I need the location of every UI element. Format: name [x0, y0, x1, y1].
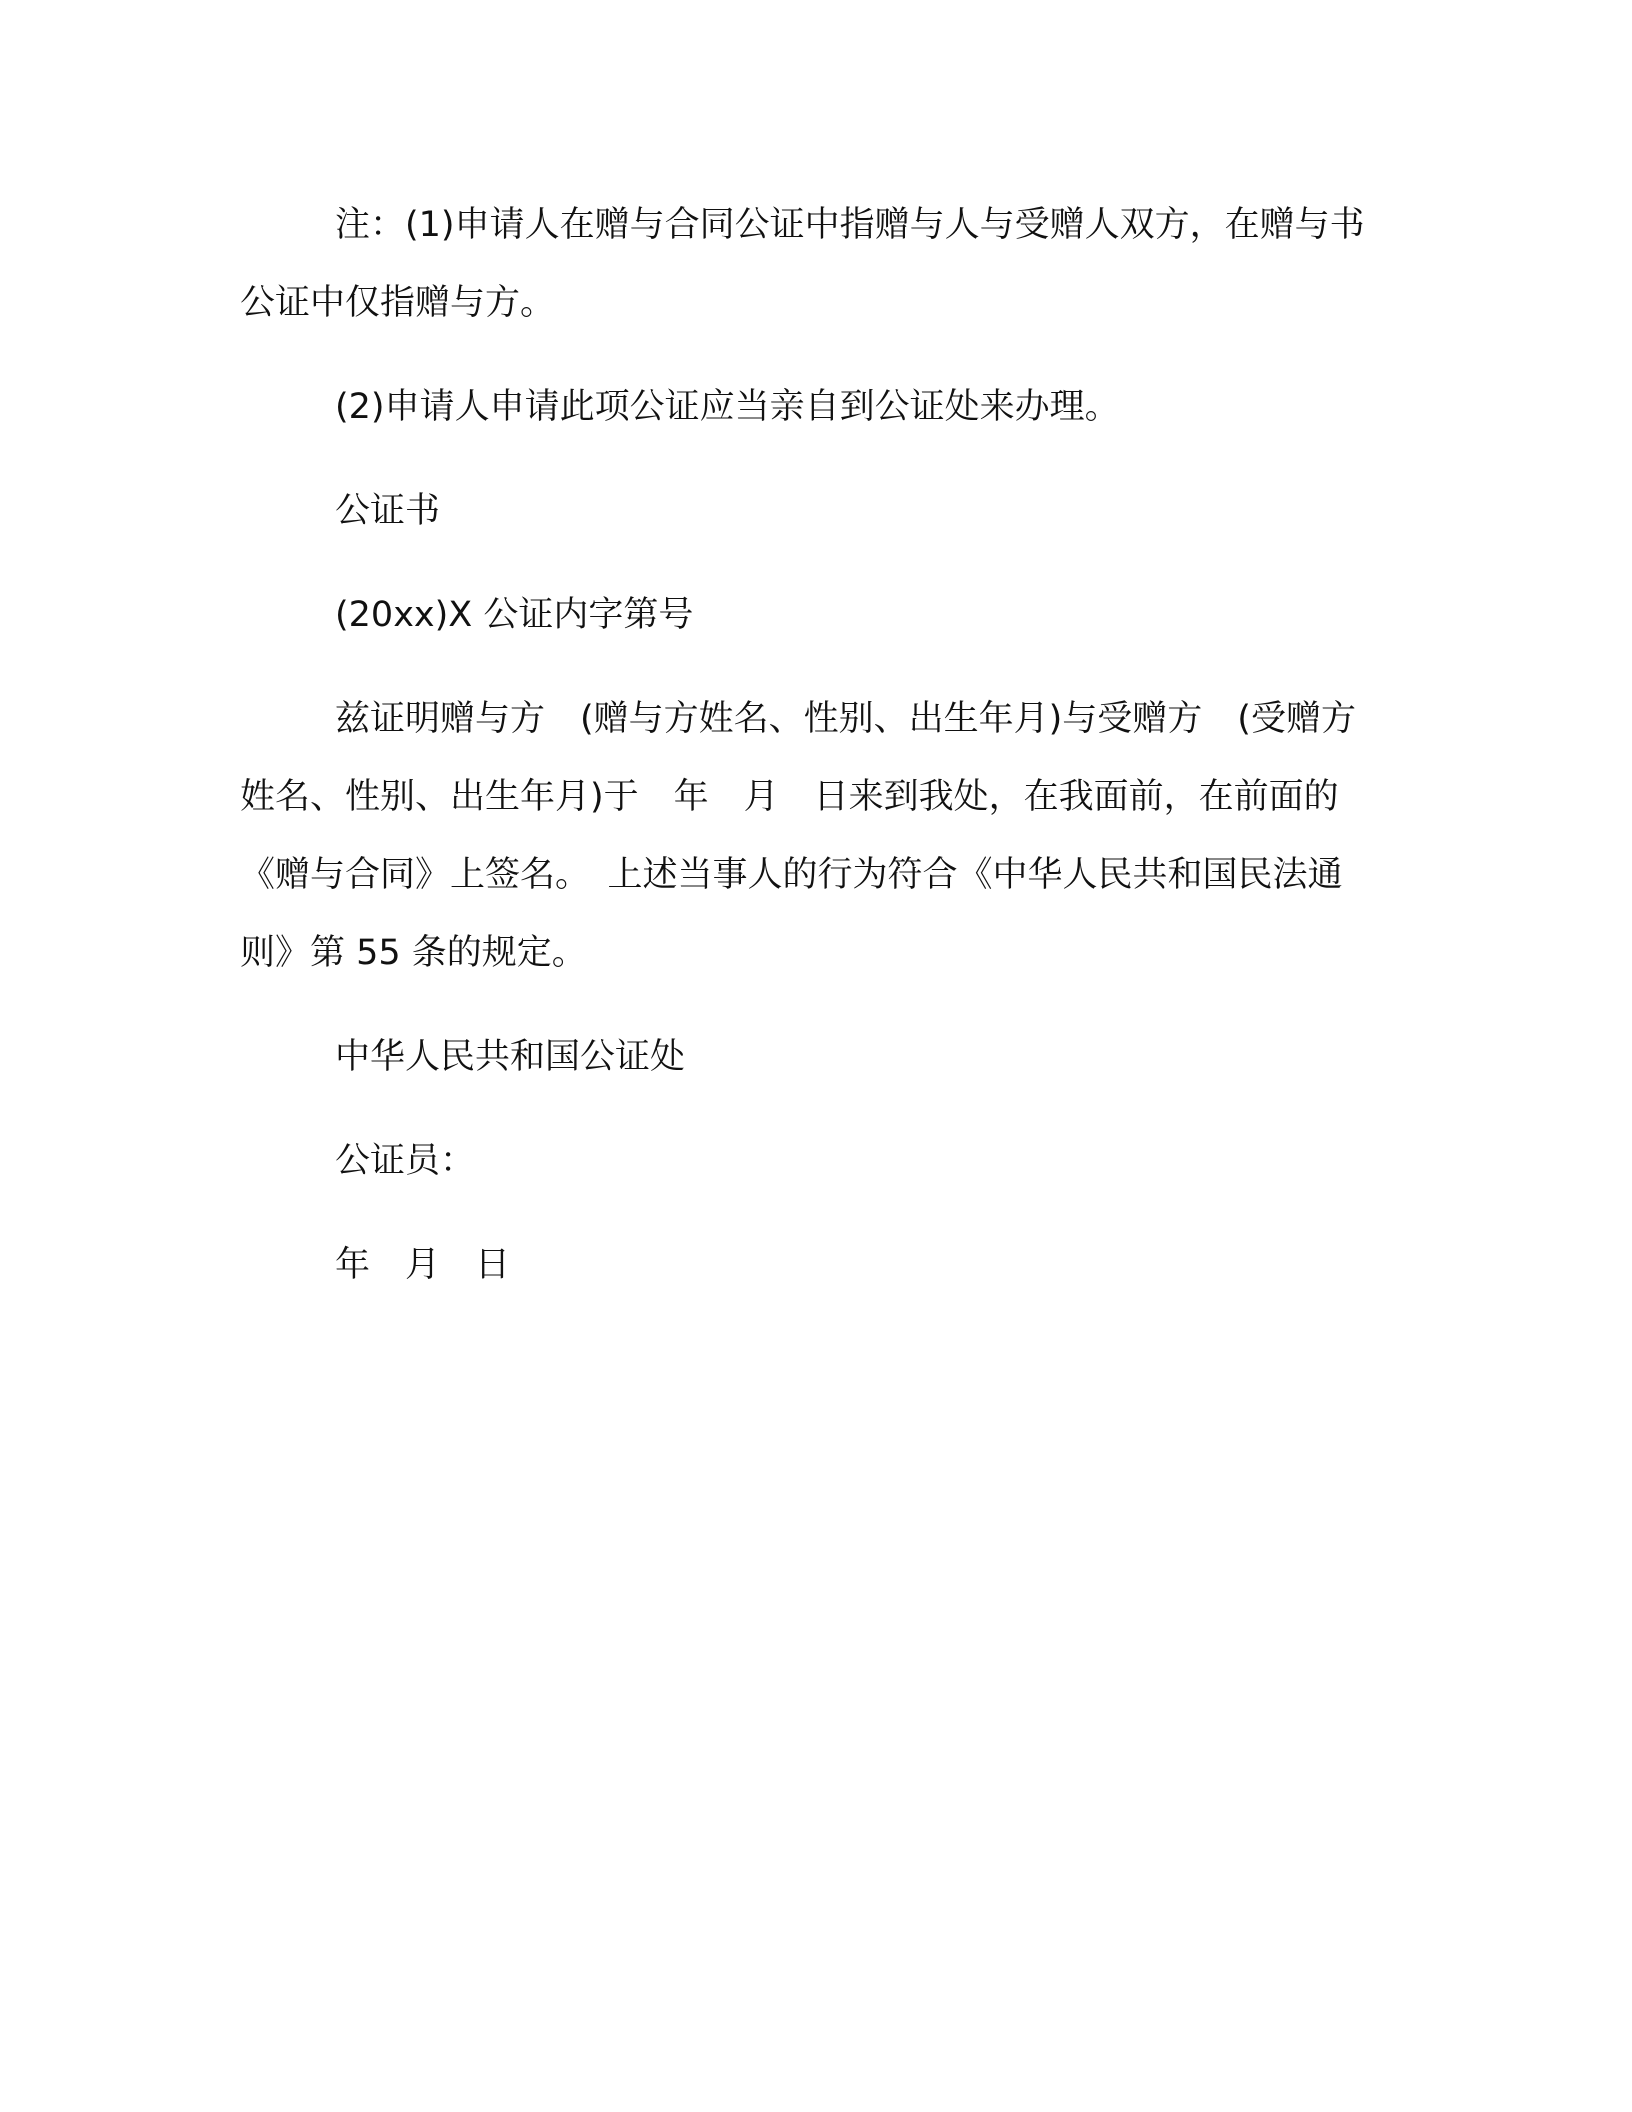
- certificate-number: (20xx)X 公证内字第号: [335, 595, 694, 635]
- note-1-paragraph: 注：(1)申请人在赠与合同公证中指赠与人与受赠人双方，在赠与书公证中仅指赠与方。: [240, 205, 1365, 323]
- notarial-certificate-heading: 公证书: [335, 491, 441, 531]
- certification-body-paragraph: 兹证明赠与方 (赠与方姓名、性别、出生年月)与受赠方 (受赠方姓名、性别、出生年月)于 年 月 日来到我处，在我面前，在前面的《赠与合同》上签名。 上述当事人的行为符合《中华人民共和国民法通则》第 55 条的规定。: [240, 699, 1356, 973]
- date-line: 年 月 日: [335, 1245, 511, 1285]
- document-body: [240, 186, 1380, 1330]
- notary-office-name: 中华人民共和国公证处: [335, 1037, 686, 1077]
- notary-signature-line: 公证员：: [335, 1141, 476, 1181]
- note-2-paragraph: (2)申请人申请此项公证应当亲自到公证处来办理。: [335, 387, 1120, 427]
